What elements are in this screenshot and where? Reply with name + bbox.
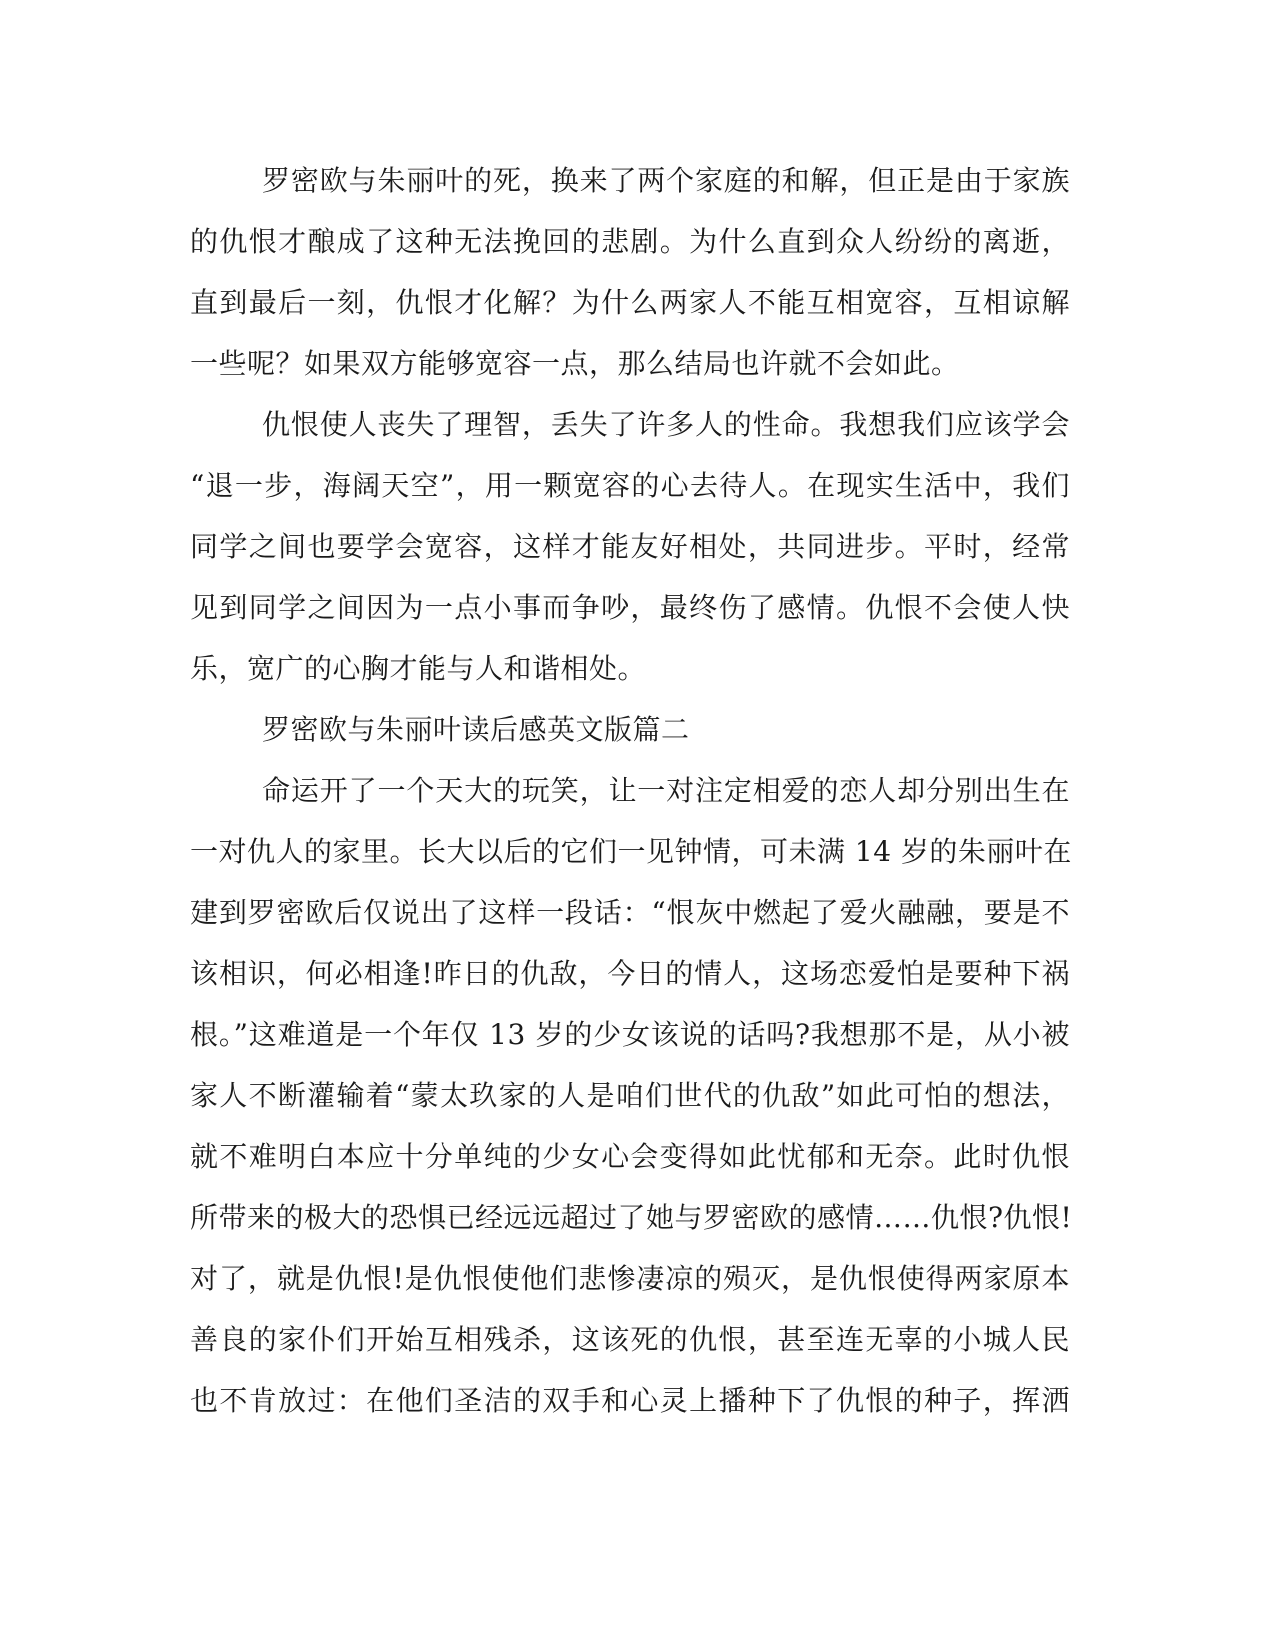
text-line: 同学之间也要学会宽容，这样才能友好相处，共同进步。平时，经常 [190, 530, 1070, 563]
section-heading [190, 711, 1070, 772]
text-line: 一些呢？如果双方能够宽容一点，那么结局也许就不会如此。 [190, 347, 960, 380]
text-line: 一对仇人的家里。长大以后的它们一见钟情，可未满 14 岁的朱丽叶在 [190, 835, 1072, 868]
text-line: 就不难明白本应十分单纯的少女心会变得如此忧郁和无奈。此时仇恨 [190, 1140, 1070, 1173]
text-line: 仇恨使人丧失了理智，丢失了许多人的性命。我想我们应该学会 [262, 408, 1070, 441]
text-line: 该相识，何必相逢!昨日的仇敌，今日的情人，这场恋爱怕是要种下祸 [190, 957, 1070, 990]
text-line: 也不肯放过：在他们圣洁的双手和心灵上播种下了仇恨的种子，挥洒 [190, 1384, 1070, 1417]
text-line: 直到最后一刻，仇恨才化解？为什么两家人不能互相宽容，互相谅解 [190, 286, 1070, 319]
paragraph-3 [190, 772, 1073, 1443]
text-line: 见到同学之间因为一点小事而争吵，最终伤了感情。仇恨不会使人快 [190, 591, 1070, 624]
text-line: 建到罗密欧后仅说出了这样一段话：“恨灰中燃起了爱火融融，要是不 [190, 896, 1070, 929]
text-line: 对了，就是仇恨!是仇恨使他们悲惨凄凉的殒灭，是仇恨使得两家原本 [190, 1262, 1070, 1295]
heading-text: 罗密欧与朱丽叶读后感英文版篇二 [262, 713, 690, 746]
text-line: 命运开了一个天大的玩笑，让一对注定相爱的恋人却分别出生在 [262, 774, 1070, 807]
text-line: 家人不断灌输着“蒙太玖家的人是咱们世代的仇敌”如此可怕的想法， [190, 1079, 1070, 1112]
text-line: 善良的家仆们开始互相残杀，这该死的仇恨，甚至连无辜的小城人民 [190, 1323, 1070, 1356]
text-line: 乐，宽广的心胸才能与人和谐相处。 [190, 652, 647, 685]
paragraph-2 [190, 406, 1070, 711]
text-line: 的仇恨才酿成了这种无法挽回的悲剧。为什么直到众人纷纷的离逝， [190, 225, 1070, 258]
text-line: 所带来的极大的恐惧已经远远超过了她与罗密欧的感情……仇恨?仇恨! [190, 1201, 1073, 1234]
text-line: 根。”这难道是一个年仅 13 岁的少女该说的话吗?我想那不是，从小被 [190, 1018, 1070, 1051]
paragraph-1 [190, 162, 1070, 406]
text-line: 罗密欧与朱丽叶的死，换来了两个家庭的和解，但正是由于家族 [262, 164, 1070, 197]
text-line: “退一步，海阔天空”，用一颗宽容的心去待人。在现实生活中，我们 [190, 469, 1070, 502]
document-body [190, 162, 1073, 1443]
